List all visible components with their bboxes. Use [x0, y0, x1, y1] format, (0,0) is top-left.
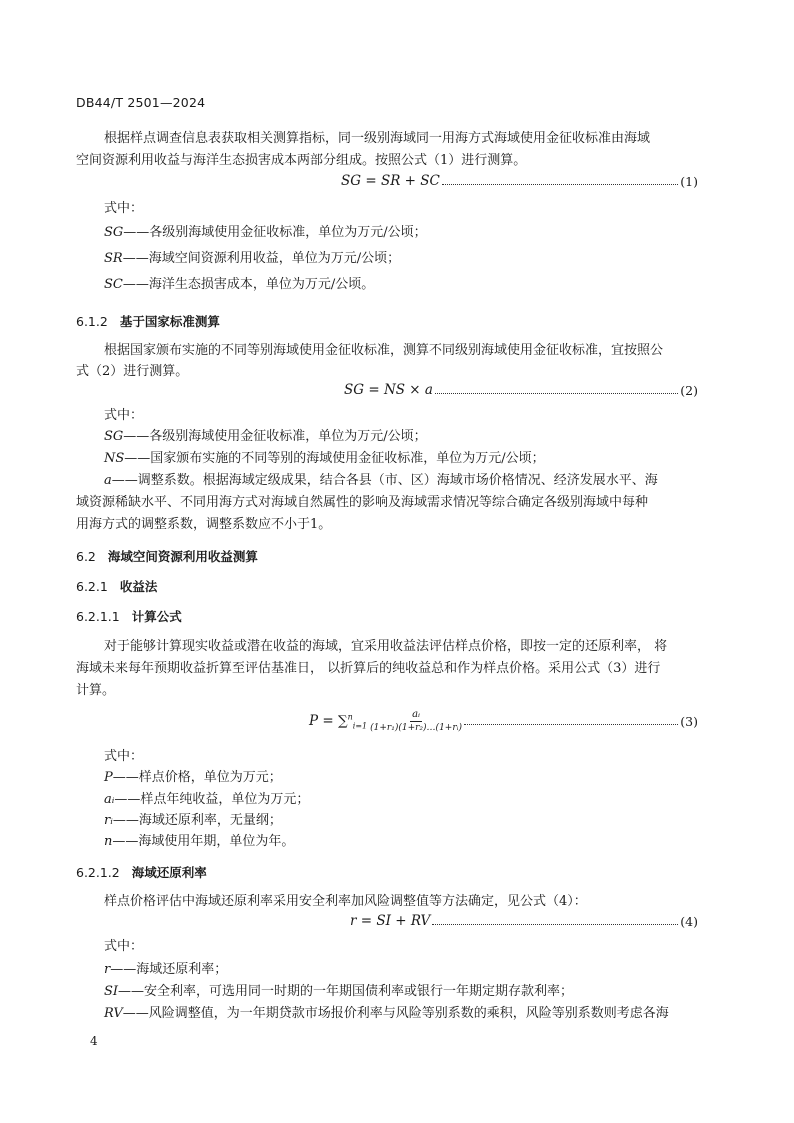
- equation-number: (1): [680, 173, 698, 189]
- section-heading-6-1-2: 6.1.2 基于国家标准测算: [76, 314, 220, 329]
- definition-line: SC——海洋生态损害成本，单位为万元/公顷。: [104, 277, 375, 292]
- formula-2-expression: SG = NS × a: [344, 382, 433, 398]
- document-id-header: DB44/T 2501—2024: [76, 95, 206, 110]
- definition-line: a——调整系数。根据海域定级成果，结合各县（市、区）海域市场价格情况、经济发展水平、海: [104, 473, 658, 488]
- definition-line: SR——海域空间资源利用收益，单位为万元/公顷；: [104, 251, 401, 266]
- paragraph-line: 计算。: [76, 683, 116, 698]
- definition-line: SI——安全利率，可选用同一时期的一年期国债利率或银行一年期定期存款利率；: [104, 984, 574, 999]
- paragraph-line: 根据样点调查信息表获取相关测算指标，同一级别海域同一用海方式海域使用金征收标准由海域: [104, 131, 651, 146]
- definition-line: rᵢ——海域还原利率，无量纲；: [104, 813, 282, 828]
- where-label: 式中：: [104, 939, 144, 954]
- paragraph-line: 样点价格评估中海域还原利率采用安全利率加风险调整值等方法确定，见公式（4）：: [104, 894, 587, 909]
- section-heading-6-2-1-2: 6.2.1.2 海域还原利率: [76, 865, 207, 880]
- where-label: 式中：: [104, 749, 144, 764]
- definition-continuation: 用海方式的调整系数，调整系数应不小于1。: [76, 517, 332, 532]
- where-label: 式中：: [104, 201, 144, 216]
- page-number: 4: [90, 1034, 98, 1048]
- section-heading-6-2-1: 6.2.1 收益法: [76, 579, 158, 594]
- paragraph-line: 空间资源利用收益与海洋生态损害成本两部分组成。按照公式（1）进行测算。: [76, 153, 527, 168]
- formula-4-expression: r = SI + RV: [350, 913, 431, 929]
- definition-line: r——海域还原利率；: [104, 962, 228, 977]
- definition-line: RV——风险调整值，为一年期贷款市场报价利率与风险等别系数的乘积，风险等别系数则考虑各海: [104, 1006, 669, 1021]
- definition-line: P——样点价格，单位为万元；: [104, 770, 282, 785]
- paragraph-line: 式（2）进行测算。: [76, 364, 189, 379]
- definition-line: NS——国家颁布实施的不同等别的海域使用金征收标准，单位为万元/公顷；: [104, 451, 545, 466]
- section-heading-6-2-1-1: 6.2.1.1 计算公式: [76, 609, 182, 624]
- formula-1-expression: SG = SR + SC: [341, 173, 440, 189]
- leader-dots: [435, 393, 678, 394]
- formula-3: [76, 708, 698, 734]
- paragraph-line: 海域未来每年预期收益折算至评估基准日， 以折算后的纯收益总和作为样点价格。采用公式（3）进行: [76, 661, 661, 676]
- fraction: $\frac{\text{aᵢ}}{\text{(1+r₁)(1+r₂)…(1+rᵢ)}}$: [370, 708, 462, 733]
- leader-dots: [432, 924, 678, 925]
- equation-number: (4): [680, 913, 698, 929]
- definition-line: SG——各级别海域使用金征收标准，单位为万元/公顷；: [104, 429, 427, 444]
- section-heading-6-2: 6.2 海域空间资源利用收益测算: [76, 549, 258, 564]
- paragraph-line: 对于能够计算现实收益或潜在收益的海域，宜采用收益法评估样点价格，即按一定的还原利率， 将: [104, 639, 668, 654]
- formula-4: [76, 912, 698, 930]
- definition-continuation: 域资源稀缺水平、不同用海方式对海域自然属性的影响及海域需求情况等综合确定各级别海域中每种: [76, 495, 649, 510]
- leader-dots: [442, 184, 678, 185]
- leader-dots: [464, 724, 678, 725]
- formula-3-expression: P = ∑$^n_{i=1}$ $\frac{\text{aᵢ}}{\text{(1+r₁)(1+r₂)…(1+rᵢ)}}$: [309, 708, 462, 733]
- where-label: 式中：: [104, 408, 144, 423]
- definition-line: n——海域使用年期，单位为年。: [104, 834, 295, 849]
- definition-line: SG——各级别海域使用金征收标准，单位为万元/公顷；: [104, 225, 427, 240]
- definition-line: aᵢ——样点年纯收益，单位为万元；: [104, 792, 310, 807]
- equation-number: (3): [680, 713, 698, 729]
- paragraph-line: 根据国家颁布实施的不同等别海域使用金征收标准，测算不同级别海域使用金征收标准，宜按照公: [104, 343, 664, 358]
- formula-2: [76, 381, 698, 399]
- equation-number: (2): [680, 382, 698, 398]
- formula-1: [76, 172, 698, 190]
